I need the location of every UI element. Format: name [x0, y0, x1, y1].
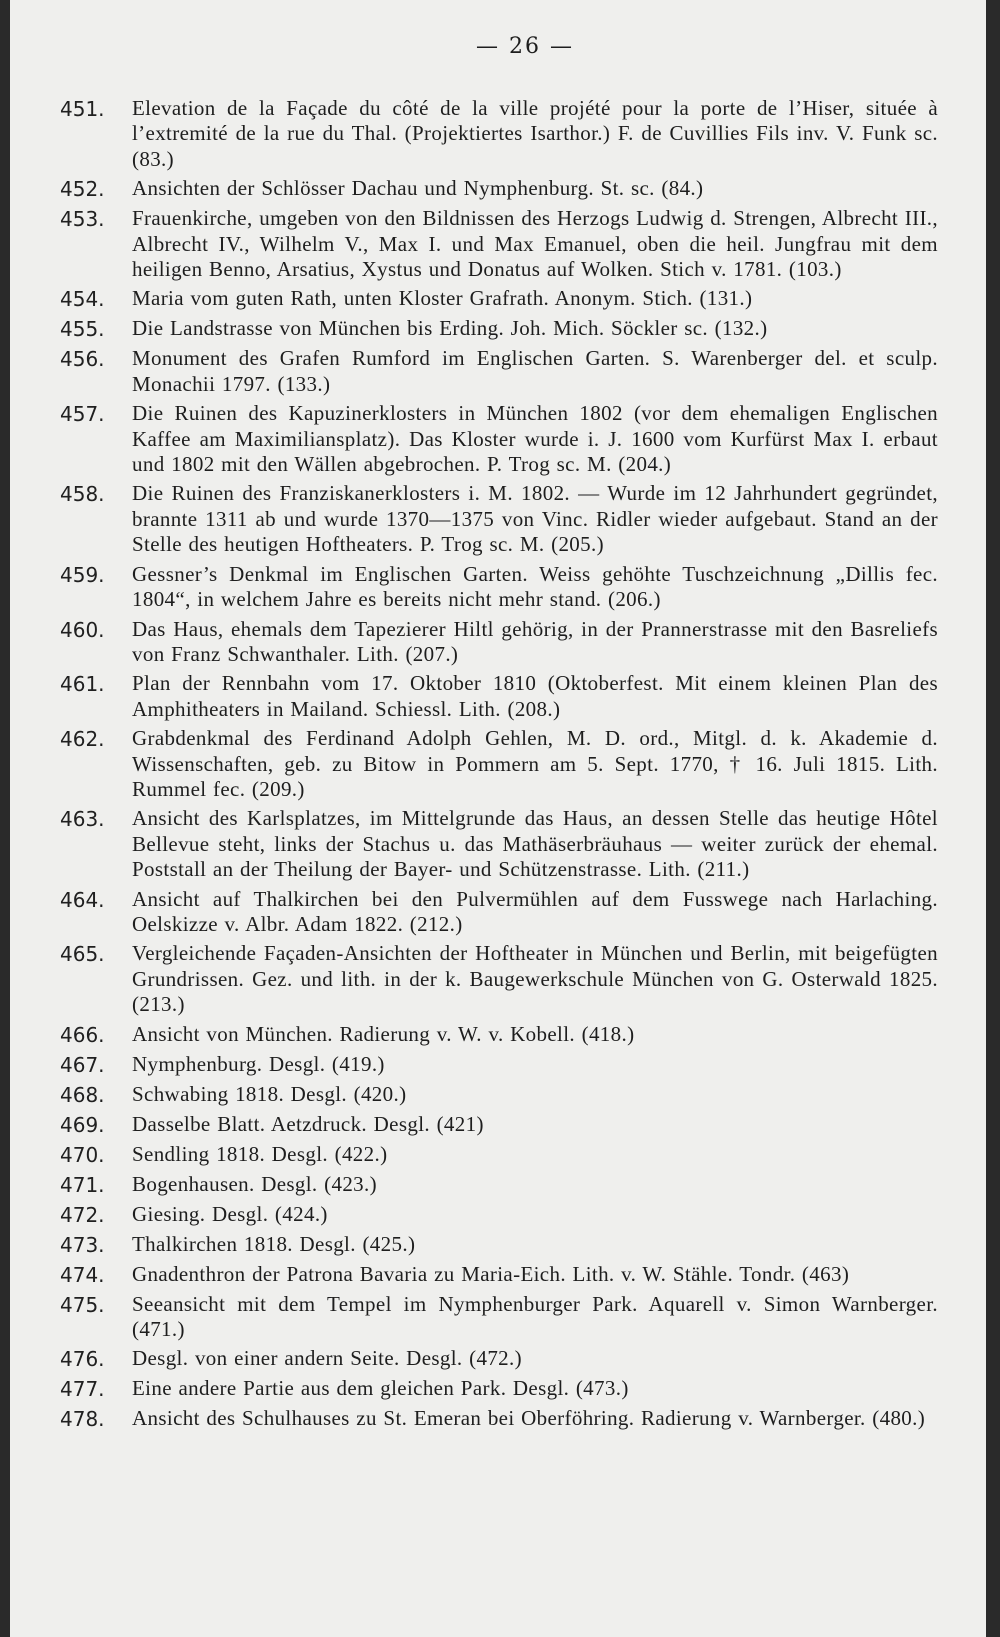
entry-description: Ansicht des Schulhauses zu St. Emeran bei Oberföhring. Radierung v. Warnberger. (480.)	[132, 1406, 926, 1431]
entry-number: 452.	[60, 177, 105, 202]
entry-number: 456.	[60, 347, 105, 372]
entry-description: Ansichten der Schlösser Dachau und Nymphenburg. St. sc. (84.)	[132, 176, 704, 201]
entry-description: Nymphenburg. Desgl. (419.)	[132, 1051, 385, 1076]
entry-description: Gessner’s Denkmal im Englischen Garten. Weiss gehöhte Tuschzeichnung „Dillis fec. 1804“, in welchem Jahre es bereits nicht mehr stand. (206.)	[132, 561, 938, 612]
entry-number: 466.	[60, 1022, 105, 1047]
entry-description: Eine andere Partie aus dem gleichen Park. Desgl. (473.)	[132, 1376, 629, 1401]
entry-description: Das Haus, ehemals dem Tapezierer Hiltl gehörig, in der Prannerstrasse mit den Basreliefs von Franz Schwanthaler. Lith. (207.)	[132, 616, 938, 666]
entry-description: Frauenkirche, umgeben von den Bildnissen des Herzogs Ludwig d. Strengen, Albrecht III., Albrecht IV., Wilhelm V., Max I. und Max Emanuel, oben die heil. Jungfrau mit dem heiligen Benno, Arsatius, Xystus und Donatus auf Wolken. Stich v. 1781. (103.)	[132, 206, 938, 282]
scan-edge-right	[986, 0, 1000, 1637]
scan-edge-left	[0, 0, 10, 1637]
catalogue-entry	[60, 562, 938, 613]
catalogue-entry	[60, 176, 938, 202]
entry-number: 471.	[60, 1172, 105, 1197]
entry-number: 459.	[60, 562, 105, 587]
catalogue-entry	[60, 1202, 938, 1228]
catalogue-entry	[60, 401, 938, 477]
page-number: — 26 —	[476, 34, 574, 59]
entry-number: 468.	[60, 1082, 105, 1107]
catalogue-entry	[60, 206, 938, 282]
catalogue-entry	[60, 481, 938, 557]
catalogue-entry	[60, 941, 938, 1017]
entry-description: Desgl. von einer andern Seite. Desgl. (472.)	[132, 1346, 522, 1371]
entry-number: 469.	[60, 1112, 105, 1137]
entry-description: Gnadenthron der Patrona Bavaria zu Maria-Eich. Lith. v. W. Stähle. Tondr. (463)	[132, 1261, 850, 1286]
catalogue-entry	[60, 1376, 938, 1402]
entry-number: 472.	[60, 1202, 105, 1227]
catalogue-entry	[60, 1112, 938, 1138]
entry-description: Die Ruinen des Franziskanerklosters i. M. 1802. — Wurde im 12 Jahrhundert gegründet, brannte 1311 ab und wurde 1370—1375 von Vinc. Ridler wieder aufgebaut. Stand an der Stelle des heutigen Hoftheaters. P. Trog sc. M. (205.)	[132, 481, 938, 557]
catalogue-entry	[60, 1082, 938, 1108]
entry-description: Plan der Rennbahn vom 17. Oktober 1810 (Oktoberfest. Mit einem kleinen Plan des Amphitheaters in Mailand. Schiessl. Lith. (208.)	[132, 671, 938, 721]
catalogue-entry	[60, 1262, 938, 1288]
catalogue-entry	[60, 1022, 938, 1048]
entry-number: 462.	[60, 727, 105, 752]
catalogue-entry	[60, 1292, 938, 1343]
catalogue-entry	[60, 1232, 938, 1258]
entry-description: Thalkirchen 1818. Desgl. (425.)	[132, 1231, 416, 1256]
entry-number: 470.	[60, 1142, 105, 1167]
entry-description: Grabdenkmal des Ferdinand Adolph Gehlen, M. D. ord., Mitgl. d. k. Akademie d. Wissenschaften, geb. zu Bitow in Pommern am 5. Sept. 1770, † 16. Juli 1815. Lith. Rummel fec. (209.)	[132, 726, 938, 801]
entry-description: Die Landstrasse von München bis Erding. Joh. Mich. Söckler sc. (132.)	[132, 316, 768, 341]
catalogue-entry	[60, 96, 938, 172]
entry-number: 467.	[60, 1052, 105, 1077]
entry-number: 457.	[60, 402, 105, 427]
entry-number: 473.	[60, 1232, 105, 1257]
catalogue-entry	[60, 1172, 938, 1198]
entry-number: 464.	[60, 887, 105, 912]
entry-description: Monument des Grafen Rumford im Englischen Garten. S. Warenberger del. et sculp. Monachii 1797. (133.)	[132, 346, 938, 396]
entry-description: Ansicht von München. Radierung v. W. v. Kobell. (418.)	[132, 1021, 635, 1046]
entry-description: Maria vom guten Rath, unten Kloster Grafrath. Anonym. Stich. (131.)	[132, 286, 753, 311]
entry-description: Elevation de la Façade du côté de la ville projété pour la porte de l’Hiser, située à l’extremité de la rue du Thal. (Projektiertes Isarthor.) F. de Cuvillies Fils inv. V. Funk sc. (83.)	[132, 96, 938, 171]
entry-description: Vergleichende Façaden-Ansichten der Hoftheater in München und Berlin, mit beigefügten Grundrissen. Gez. und lith. in der k. Baugewerkschule München von G. Osterwald 1825. (213.)	[132, 941, 938, 1017]
catalogue-entry	[60, 316, 938, 342]
entry-number: 461.	[60, 672, 105, 697]
catalogue-entry-list	[60, 96, 938, 1436]
catalogue-entry	[60, 671, 938, 722]
catalogue-entry	[60, 617, 938, 668]
catalogue-entry	[60, 1406, 938, 1432]
entry-description: Die Ruinen des Kapuzinerklosters in München 1802 (vor dem ehemaligen Englischen Kaffee am Maximiliansplatz). Das Kloster wurde i. J. 1600 vom Kurfürst Max I. erbaut und 1802 mit den Wällen abgebrochen. P. Trog sc. M. (204.)	[132, 401, 938, 477]
entry-number: 463.	[60, 807, 105, 832]
entry-number: 478.	[60, 1407, 105, 1432]
entry-description: Ansicht des Karlsplatzes, im Mittelgrunde das Haus, an dessen Stelle das heutige Hôtel Bellevue steht, links der Stachus u. das Mathäserbräuhaus — weiter zurück der ehemal. Poststall an der Theilung der Bayer- und Schützenstrasse. Lith. (211.)	[132, 806, 938, 882]
entry-number: 476.	[60, 1347, 105, 1372]
catalogue-entry	[60, 806, 938, 882]
entry-description: Sendling 1818. Desgl. (422.)	[132, 1141, 388, 1166]
entry-description: Ansicht auf Thalkirchen bei den Pulvermühlen auf dem Fusswege nach Harlaching. Oelskizze v. Albr. Adam 1822. (212.)	[132, 886, 938, 936]
entry-description: Schwabing 1818. Desgl. (420.)	[132, 1081, 407, 1106]
catalogue-entry	[60, 286, 938, 312]
entry-number: 474.	[60, 1262, 105, 1287]
catalogue-entry	[60, 346, 938, 397]
catalogue-entry	[60, 887, 938, 938]
entry-number: 465.	[60, 942, 105, 967]
entry-number: 475.	[60, 1292, 105, 1317]
entry-description: Dasselbe Blatt. Aetzdruck. Desgl. (421)	[132, 1111, 484, 1136]
entry-description: Seeansicht mit dem Tempel im Nymphenburger Park. Aquarell v. Simon Warnberger. (471.)	[132, 1291, 938, 1341]
entry-number: 455.	[60, 317, 105, 342]
entry-number: 460.	[60, 617, 105, 642]
catalogue-entry	[60, 1052, 938, 1078]
entry-number: 477.	[60, 1377, 105, 1402]
catalogue-entry	[60, 726, 938, 802]
entry-description: Giesing. Desgl. (424.)	[132, 1201, 328, 1226]
entry-number: 454.	[60, 287, 105, 312]
entry-description: Bogenhausen. Desgl. (423.)	[132, 1171, 377, 1196]
catalogue-entry	[60, 1346, 938, 1372]
entry-number: 451.	[60, 97, 105, 121]
catalogue-entry	[60, 1142, 938, 1168]
entry-number: 458.	[60, 482, 105, 507]
entry-number: 453.	[60, 207, 105, 232]
